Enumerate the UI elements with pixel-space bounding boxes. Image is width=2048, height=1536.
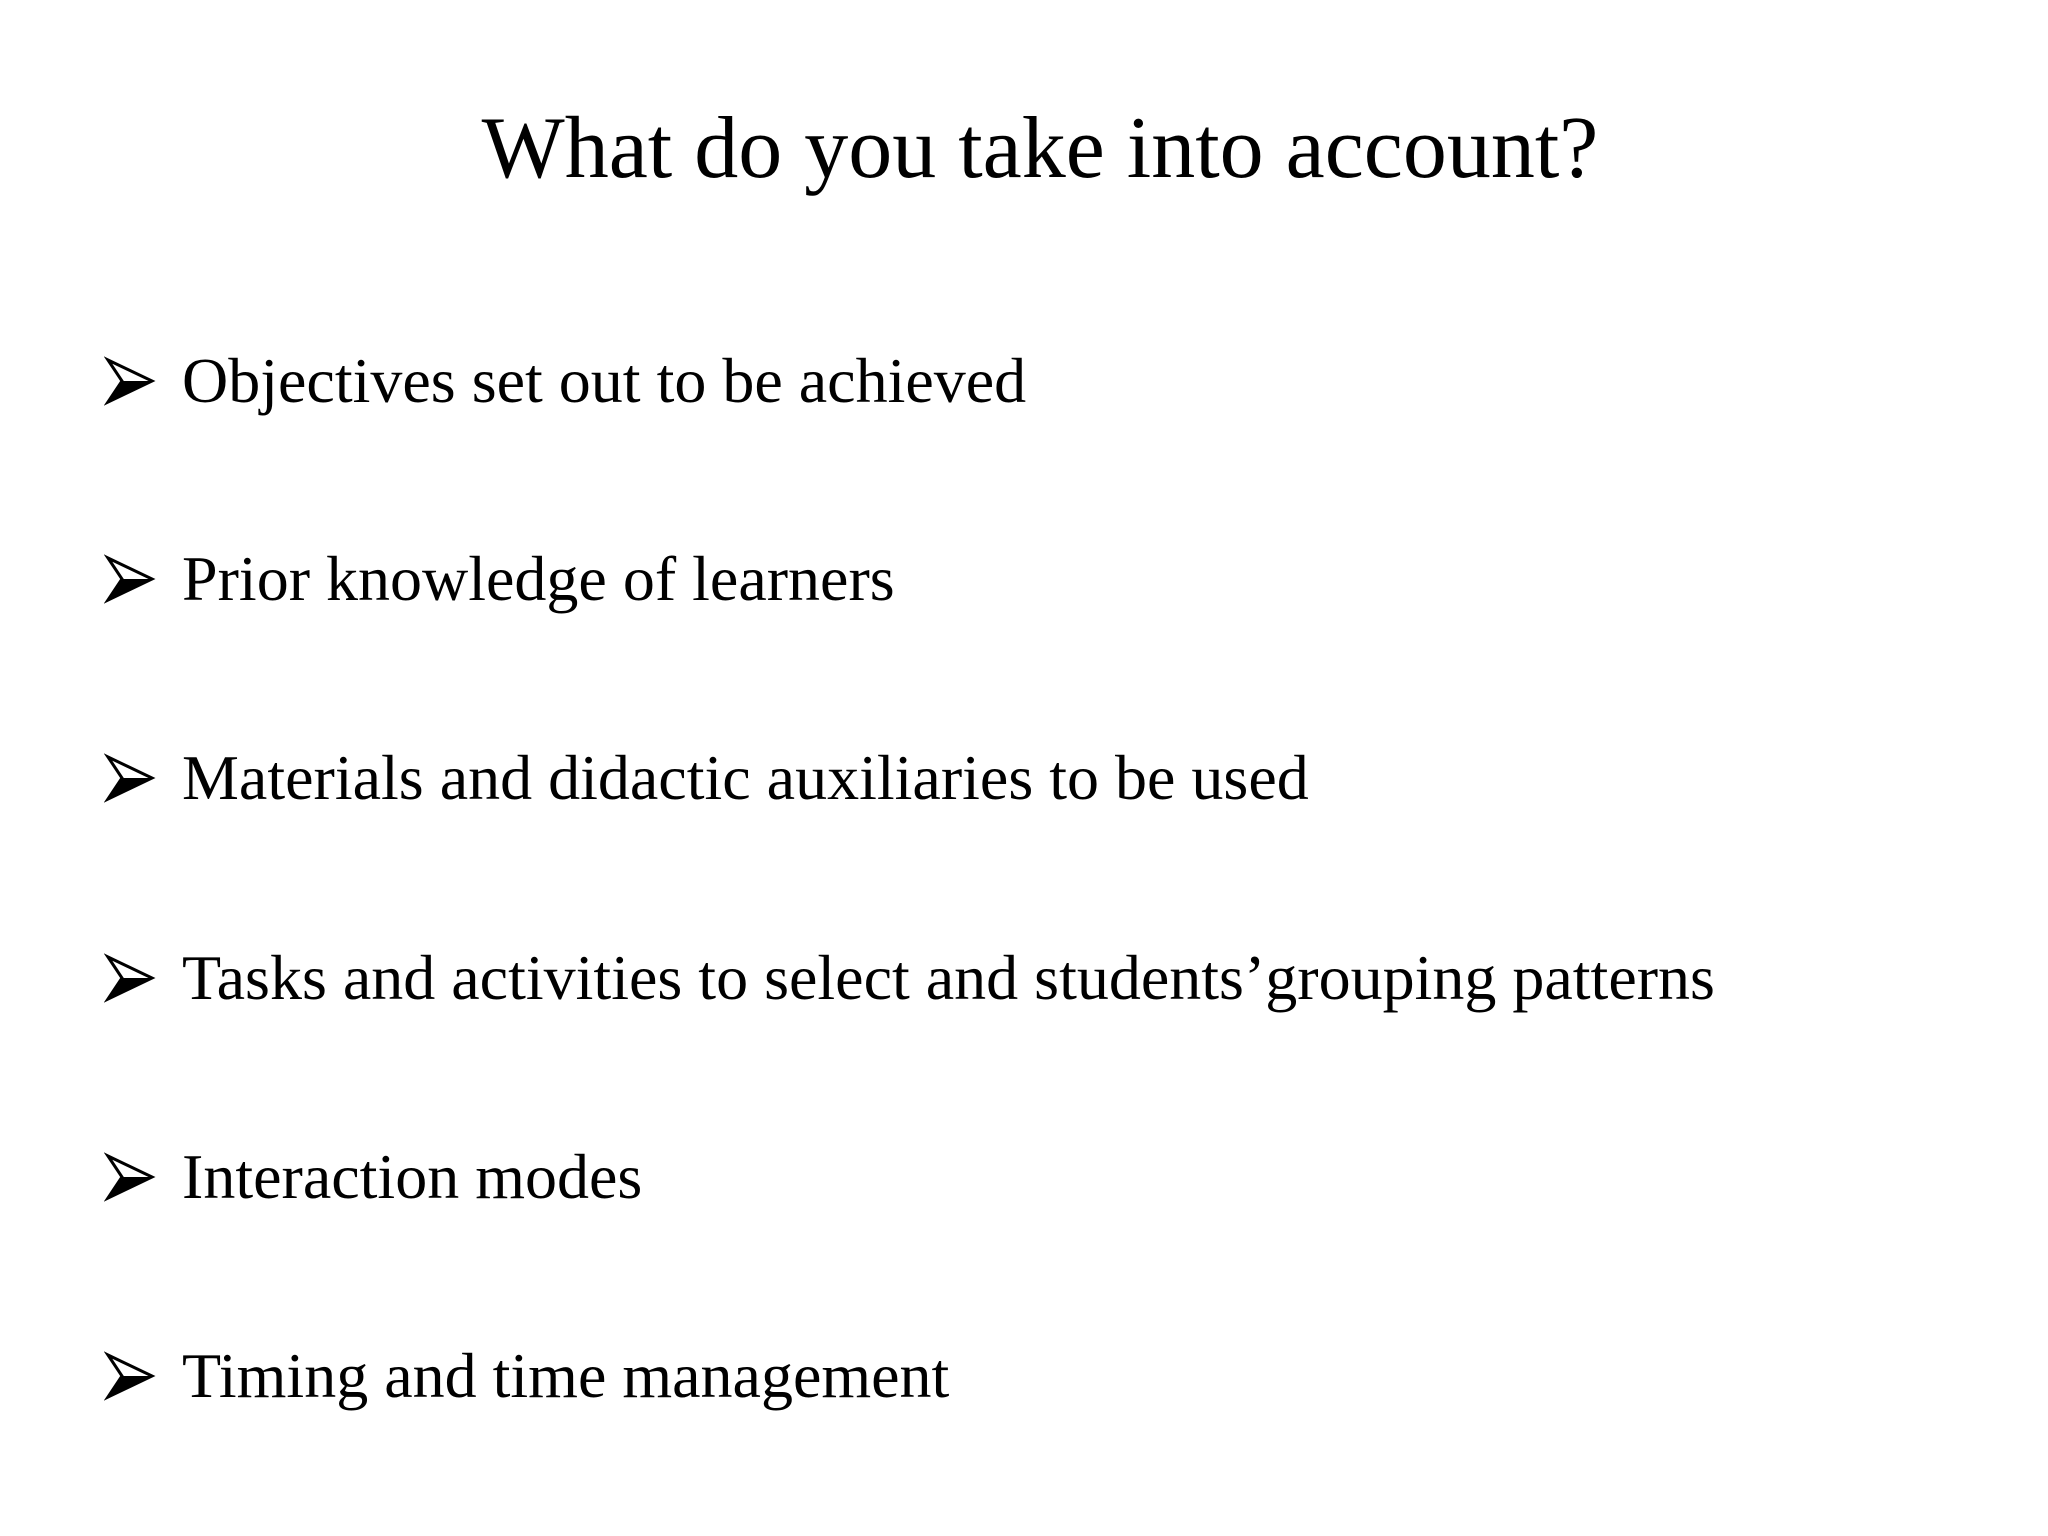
bullet-text: Tasks and activities to select and students’grouping patterns: [182, 942, 1715, 1013]
bullet-text: Objectives set out to be achieved: [182, 345, 1027, 416]
arrowhead-bullet-icon: [104, 554, 156, 604]
slide-title: What do you take into account?: [481, 100, 1599, 197]
bullet-item-objectives: [104, 341, 1026, 421]
bullet-text: Materials and didactic auxiliaries to be used: [182, 742, 1309, 813]
arrowhead-bullet-icon: [104, 753, 156, 803]
arrowhead-bullet-icon: [104, 1152, 156, 1202]
bullet-text: Prior knowledge of learners: [182, 543, 895, 614]
arrowhead-bullet-icon: [104, 953, 156, 1003]
arrowhead-bullet-icon: [104, 1351, 156, 1401]
bullet-item-timing: [104, 1336, 949, 1416]
bullet-item-materials: [104, 738, 1309, 818]
arrowhead-bullet-icon: [104, 356, 156, 406]
bullet-item-prior-knowledge: [104, 539, 895, 619]
bullet-item-interaction-modes: [104, 1137, 642, 1217]
bullet-item-tasks-activities: [104, 938, 1715, 1018]
bullet-text: Timing and time management: [182, 1340, 950, 1411]
bullet-text: Interaction modes: [182, 1141, 643, 1212]
